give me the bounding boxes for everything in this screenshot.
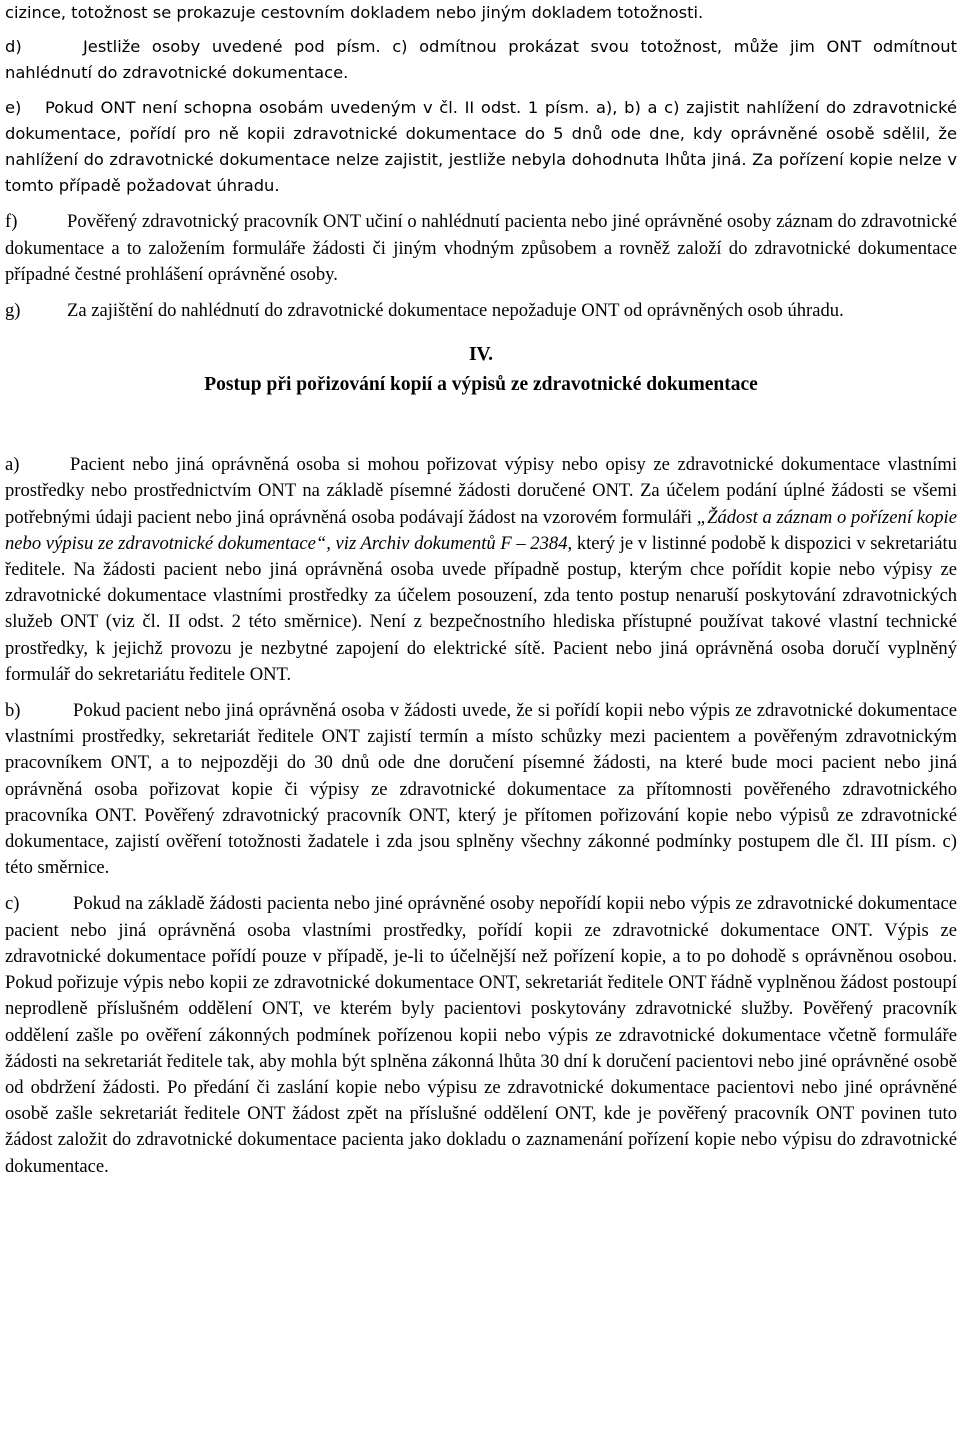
paragraph-d-marker: d) (5, 37, 22, 57)
item-b-text: Pokud pacient nebo jiná oprávněná osoba v žádosti uvede, že si pořídí kopii nebo výpis ze zdravotnické dokumentace vlastními prostředky, sekretariát ředitele ONT zajistí termín a místo schůzky mezi pacientem a pověřeným zdravotnickým pracovníkem ONT, a to nejpozději do 30 dnů ode dne doručení písemné žádosti, na které bude moci pacient nebo jiná oprávněná osoba pořizovat kopie či výpisy ze zdravotnické dokumentace za přítomnosti pověřeného zdravotnického pracovníka ONT. Pověřený zdravotnický pracovník ONT, který je přítomen pořizování kopie nebo výpisů ze zdravotnické dokumentace, zajistí ověření totožnosti žadatele i zda jsou splněny všechny zákonné podmínky postupem dle čl. III písm. c) této směrnice. (5, 700, 957, 879)
item-b-marker: b) (5, 700, 21, 722)
paragraph-g-text: Za zajištění do nahlédnutí do zdravotnické dokumentace nepožaduje ONT od oprávněných osob úhradu. (67, 300, 844, 322)
item-a-text-1: Pacient nebo jiná oprávněná osoba si mohou pořizovat výpisy nebo opisy ze zdravotnické dokumentace vlastními prostředky nebo prostřednictvím ONT na základě písemné žádosti doručené ONT. Za účelem podání úplné žádosti se všemi potřebnými údaji pacient nebo jiná oprávněná osoba podávají žádost na vzorovém formuláři (5, 454, 957, 528)
item-c-marker: c) (5, 893, 20, 915)
item-a-form-name: „Žádost a záznam o pořízení kopie nebo výpisu ze zdravotnické dokumentace“, viz Archiv dokumentů F – 2384, (5, 506, 957, 554)
paragraph-g-marker: g) (5, 300, 21, 322)
paragraph-d (5, 34, 957, 86)
item-a-text-2: který je v listinné podobě k dispozici v sekretariátu ředitele. Na žádosti pacient nebo jiná oprávněná osoba uvede případně postup, kterým chce pořídit kopie nebo výpisy ze zdravotnické dokumentace vlastními prostředky za účelem posouzení, zda tento postup nenaruší poskytování zdravotnických služeb ONT (viz čl. II odst. 2 této směrnice). Není z bezpečnostního hlediska přístupné používat takové vlastní technické prostředky, k jejichž provozu je nezbytné zapojení do elektrické sítě. Pacient nebo jiná oprávněná osoba doručí vyplněný formulář do sekretariátu ředitele ONT. (5, 532, 958, 685)
document-page (5, 0, 957, 1180)
section-title: Postup při pořizování kopií a výpisů ze zdravotnické dokumentace (204, 374, 758, 396)
paragraph-f-marker: f) (5, 211, 18, 233)
item-a (5, 452, 957, 688)
paragraph-g (5, 298, 957, 324)
item-c-text: Pokud na základě žádosti pacienta nebo jiné oprávněné osoby nepořídí kopii nebo výpis ze zdravotnické dokumentace pacient nebo jiná oprávněná osoba vlastními prostředky, pořídí kopii ze zdravotnické dokumentace ONT. Výpis ze zdravotnické dokumentace pořídí pouze v případě, je-li to účelnější než pořízení kopie, a to po dohodě s oprávněnou osobou. Pokud pořizuje výpis nebo kopii ze zdravotnické dokumentace ONT, sekretariát ředitele ONT řádně vyplněnou žádost postoupí neprodleně příslušném oddělení ONT, ve kterém byly pacientovi poskytovány zdravotnické služby. Pověřený pracovník oddělení zašle po ověření zákonných podmínek pořízenou kopii nebo výpis ze zdravotnické dokumentace včetně formuláře žádosti na sekretariát ředitele tak, aby mohla být splněna zákonná lhůta 30 dní k doručení pacientovi nebo jiné oprávněné osobě od obdržení žádosti. Po předání či zaslání kopie nebo výpisu ze zdravotnické dokumentace pacientovi nebo jiné oprávněné osobě zašle sekretariát ředitele ONT žádost zpět na příslušné oddělení ONT, kde je pověřený pracovník ONT povinen tuto žádost založit do zdravotnické dokumentace pacienta jako dokladu o zaznamenání pořízení kopie nebo výpisu do zdravotnické dokumentace. (5, 893, 957, 1177)
paragraph-d-text: Jestliže osoby uvedené pod písm. c) odmítnou prokázat svou totožnost, může jim ONT odmítnout nahlédnutí do zdravotnické dokumentace. (5, 37, 957, 83)
paragraph-c-tail: cizince, totožnost se prokazuje cestovním dokladem nebo jiným dokladem totožnosti. (5, 3, 704, 22)
paragraph-f (5, 209, 957, 288)
item-c (5, 891, 957, 1179)
paragraph-e-text: Pokud ONT není schopna osobám uvedeným v čl. II odst. 1 písm. a), b) a c) zajistit nahlížení do zdravotnické dokumentace, pořídí pro ně kopii zdravotnické dokumentace do 5 dnů ode dne, kdy oprávněné osobě sdělil, že nahlížení do zdravotnické dokumentace nelze zajistit, jestliže nebyla dohodnuta lhůta jiná. Za pořízení kopie nelze v tomto případě požadovat úhradu. (5, 97, 957, 196)
paragraph-f-text: Pověřený zdravotnický pracovník ONT učiní o nahlédnutí pacienta nebo jiné oprávněné osoby záznam do zdravotnické dokumentace a to založením formuláře žádosti či jiným vhodným způsobem a rovněž založí do zdravotnické dokumentace případné čestné prohlášení oprávněné osoby. (5, 211, 957, 285)
paragraph-e-marker: e) (5, 97, 22, 117)
item-b (5, 698, 957, 881)
item-a-marker: a) (5, 454, 20, 476)
section-number: IV. (468, 344, 494, 366)
paragraph-e (5, 95, 957, 200)
